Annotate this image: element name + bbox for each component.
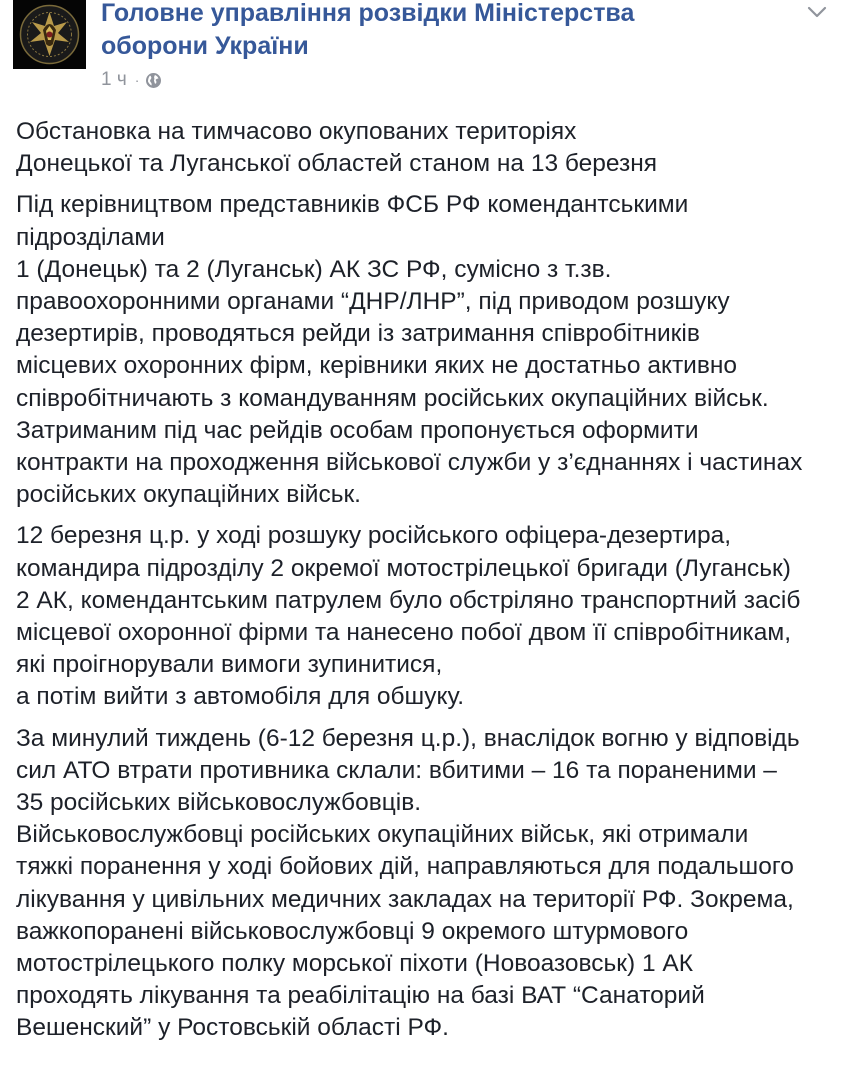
post-text-line: правоохоронними органами “ДНР/ЛНР”, під приводом розшуку — [16, 288, 730, 316]
page-name-line: оборони України — [101, 32, 309, 60]
post-text-line: 12 березня ц.р. у ході розшуку російського офіцера-дезертира, — [16, 522, 732, 550]
post-paragraph — [16, 116, 846, 180]
post-header — [13, 0, 843, 100]
post-text-line: За минулий тиждень (6-12 березня ц.р.), внаслідок вогню у відповідь — [16, 724, 800, 752]
page-avatar[interactable] — [13, 0, 86, 69]
post-text-line: Обстановка на тимчасово окупованих територіях — [16, 118, 577, 145]
post-text-line: дезертирів, проводяться рейди із затримання співробітників — [16, 320, 700, 348]
post-text-line: мотострілецького полку морської піхоти (Новоазовськ) 1 АК — [16, 950, 694, 978]
post-paragraph — [16, 520, 846, 713]
post-text-line: Вешенский” у Ростовській області РФ. — [16, 1014, 449, 1042]
agency-emblem-icon — [13, 0, 86, 69]
post-text-line: командира підрозділу 2 окремої мотострілецької бригади (Луганськ) — [16, 554, 791, 582]
post-text-line: місцевих охоронних фірм, керівники яких не достатньо активно — [16, 352, 738, 380]
post-text-line: місцевої охоронної фірми та нанесено побої двом її співробітникам, — [16, 619, 792, 647]
post-text-line: а потім вийти з автомобіля для обшуку. — [16, 683, 465, 711]
post-text-line: тяжкі поранення у ході бойових дій, направляються для подальшого — [16, 853, 794, 881]
post-text-line: російських окупаційних військ. — [16, 481, 361, 509]
post-text-line: співробітничають з командуванням російських окупаційних військ. — [16, 384, 769, 412]
post-text-line: Під керівництвом представників ФСБ РФ комендантськими — [16, 191, 689, 219]
page-name-line: Головне управління розвідки Міністерства — [101, 0, 635, 27]
post-text-line: лікування у цивільних медичних закладах на території РФ. Зокрема, — [16, 885, 794, 913]
post-body — [16, 116, 846, 1054]
post-paragraph — [16, 723, 846, 1045]
post-text-line: Донецької та Луганської областей станом на 13 березня — [16, 150, 658, 178]
post-timestamp[interactable]: 1 ч — [101, 69, 127, 90]
chevron-down-icon[interactable] — [805, 2, 829, 22]
page-name-link[interactable] — [101, 0, 701, 63]
post-text-line: 1 (Донецьк) та 2 (Луганськ) АК ЗС РФ, сумісно з т.зв. — [16, 255, 612, 283]
post-text-line: 35 російських військовослужбовців. — [16, 789, 422, 817]
post-text-line: проходять лікування та реабілітацію на базі ВАТ “Санаторий — [16, 982, 705, 1010]
post-meta — [101, 68, 162, 92]
post-text-line: які проігнорували вимоги зупинитися, — [16, 651, 443, 679]
post-text-line: Затриманим під час рейдів особам пропонується оформити — [16, 416, 699, 444]
post-text-line: контракти на проходження військової служби у з’єднаннях і частинах — [16, 449, 803, 477]
post-text-line: Військовослужбовці російських окупаційних військ, які отримали — [16, 821, 749, 849]
post-text-line: підрозділами — [16, 223, 165, 251]
post-text-line: важкопоранені військовослужбовці 9 окремого штурмового — [16, 917, 689, 945]
post-text-line: 2 АК, комендантським патрулем було обстріляно транспортний засіб — [16, 586, 801, 614]
meta-separator: · — [134, 72, 140, 88]
post-text-line: сил АТО втрати противника склали: вбитими – 16 та пораненими – — [16, 756, 777, 784]
post-paragraph — [16, 189, 846, 511]
globe-icon[interactable] — [145, 72, 162, 89]
